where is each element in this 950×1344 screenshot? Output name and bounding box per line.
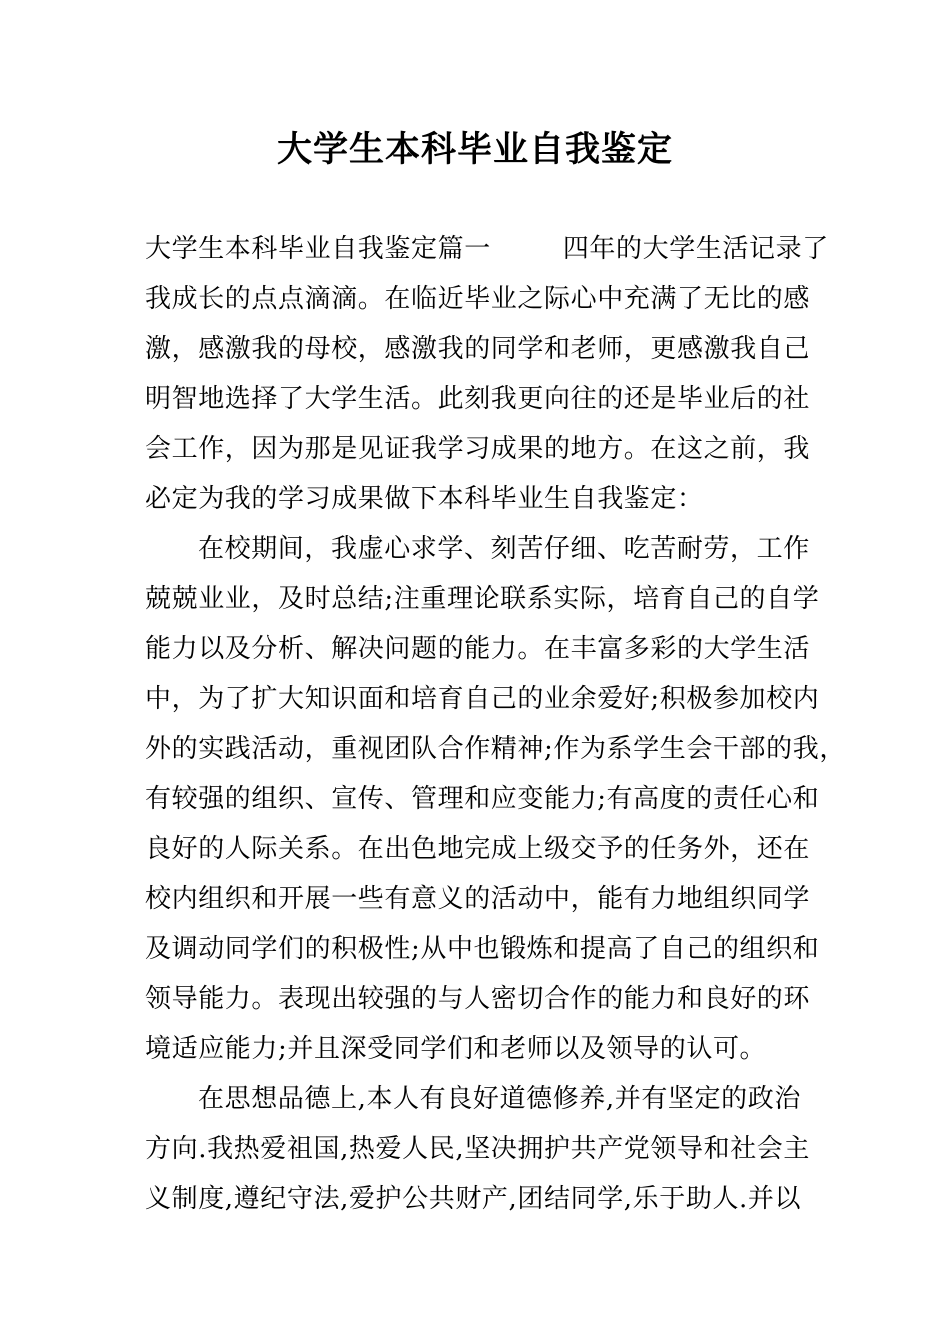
section-heading: 大学生本科毕业自我鉴定篇一 bbox=[145, 234, 491, 264]
text-line-content: 四年的大学生活记录了 bbox=[562, 234, 829, 264]
text-line: 激，感激我的母校，感激我的同学和老师，更感激我自己 bbox=[145, 334, 811, 364]
text-line: 校内组织和开展一些有意义的活动中，能有力地组织同学 bbox=[145, 884, 811, 914]
text-line: 境适应能力;并且深受同学们和老师以及领导的认可。 bbox=[145, 1034, 767, 1064]
text-line: 必定为我的学习成果做下本科毕业生自我鉴定： bbox=[145, 484, 704, 514]
text-line: 有较强的组织、宣传、管理和应变能力;有高度的责任心和 bbox=[145, 784, 820, 814]
text-line: 中，为了扩大知识面和培育自己的业余爱好;积极参加校内 bbox=[145, 684, 820, 714]
document-title: 大学生本科毕业自我鉴定 bbox=[276, 130, 673, 170]
text-line: 外的实践活动，重视团队合作精神;作为系学生会干部的我， bbox=[145, 734, 846, 764]
text-line: 方向.我热爱祖国,热爱人民,坚决拥护共产党领导和社会主 bbox=[145, 1134, 810, 1164]
paragraph-start-line: 在思想品德上,本人有良好道德修养,并有坚定的政治 bbox=[198, 1084, 801, 1114]
text-line: 会工作，因为那是见证我学习成果的地方。在这之前，我 bbox=[145, 434, 811, 464]
text-line: 领导能力。表现出较强的与人密切合作的能力和良好的环 bbox=[145, 984, 811, 1014]
text-line: 兢兢业业，及时总结;注重理论联系实际，培育自己的自学 bbox=[145, 584, 820, 614]
document-body bbox=[145, 224, 846, 1224]
text-line: 能力以及分析、解决问题的能力。在丰富多彩的大学生活 bbox=[145, 634, 811, 664]
text-line: 我成长的点点滴滴。在临近毕业之际心中充满了无比的感 bbox=[145, 284, 811, 314]
text-line: 良好的人际关系。在出色地完成上级交予的任务外，还在 bbox=[145, 834, 811, 864]
text-line: 明智地选择了大学生活。此刻我更向往的还是毕业后的社 bbox=[145, 384, 811, 414]
text-line: 及调动同学们的积极性;从中也锻炼和提高了自己的组织和 bbox=[145, 934, 820, 964]
paragraph-start-line: 在校期间，我虚心求学、刻苦仔细、吃苦耐劳，工作 bbox=[198, 534, 810, 564]
text-line bbox=[145, 224, 835, 274]
text-line: 义制度,遵纪守法,爱护公共财产,团结同学,乐于助人.并以 bbox=[145, 1184, 802, 1214]
